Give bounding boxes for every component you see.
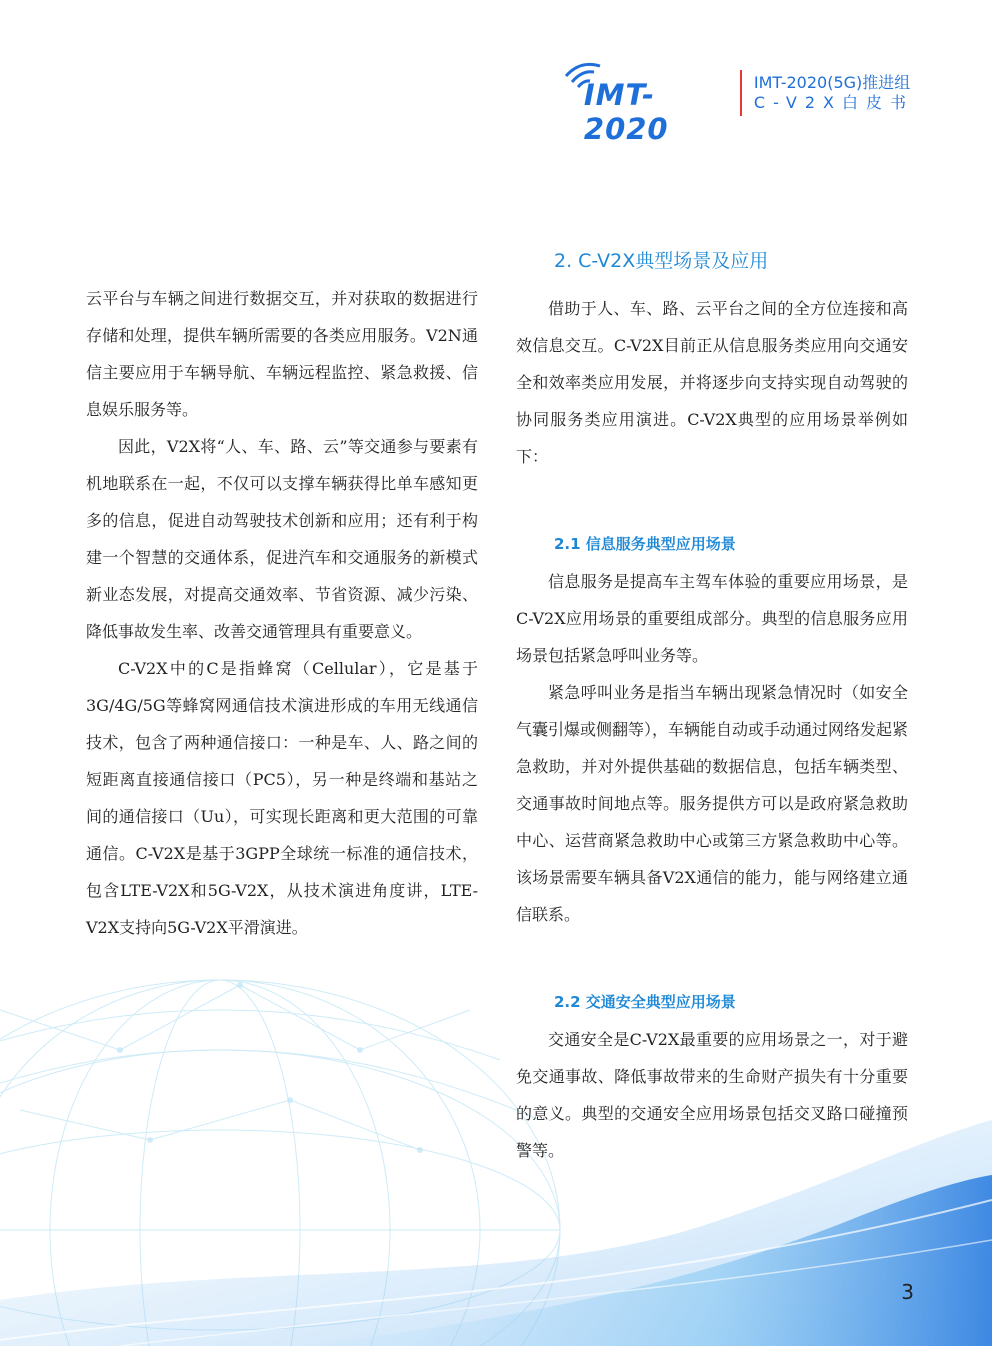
header-divider — [740, 70, 742, 116]
left-paragraph: 因此，V2X将“人、车、路、云”等交通参与要素有机地联系在一起，不仅可以支撑车辆获得比单车感知更多的信息，促进自动驾驶技术创新和应用；还有利于构建一个智慧的交通体系，促进汽车和交通服务的新模式新业态发展，对提高交通效率、节省资源、减少污染、降低事故发生率、改善交通管理具有重要意义。 — [86, 437, 478, 641]
intro-paragraph: 借助于人、车、路、云平台之间的全方位连接和高效信息交互。C-V2X目前正从信息服务类应用向交通安全和效率类应用发展，并将逐步向支持实现自动驾驶的协同服务类应用演进。C-V2X典型的应用场景举例如下： — [516, 299, 908, 466]
subsection-paragraph: 紧急呼叫业务是指当车辆出现紧急情况时（如安全气囊引爆或侧翻等），车辆能自动或手动通过网络发起紧急救助，并对外提供基础的数据信息，包括车辆类型、交通事故时间地点等。服务提供方可以是政府紧急救助中心、运营商紧急救助中心或第三方紧急救助中心等。该场景需要车辆具备V2X通信的能力，能与网络建立通信联系。 — [516, 683, 909, 924]
left-paragraph: C-V2X中的C是指蜂窝（Cellular），它是基于3G/4G/5G等蜂窝网通信技术演进形成的车用无线通信技术，包含了两种通信接口：一种是车、人、路之间的短距离直接通信接口（PC5），另一种是终端和基站之间的通信接口（Uu），可实现长距离和更大范围的可靠通信。C-V2X是基于3GPP全球统一标准的通信技术，包含LTE-V2X和5G-V2X，从技术演进角度讲，LTE-V2X支持向5G-V2X平滑演进。 — [86, 659, 478, 937]
imt2020-logo — [560, 60, 730, 146]
section-title: 2. C-V2X典型场景及应用 — [554, 250, 769, 272]
subsection-title-2-2: 2.2 交通安全典型应用场景 — [554, 993, 736, 1011]
right-column — [516, 246, 908, 1169]
subsection-title-2-1: 2.1 信息服务典型应用场景 — [554, 535, 736, 553]
header-titles — [754, 73, 914, 113]
left-paragraph: 云平台与车辆之间进行数据交互，并对获取的数据进行存储和处理，提供车辆所需要的各类应用服务。V2N通信主要应用于车辆导航、车辆远程监控、紧急救援、信息娱乐服务等。 — [86, 289, 478, 419]
page-header — [560, 60, 914, 146]
header-title-line2: C-V2X白皮书 — [753, 93, 914, 112]
subsection-paragraph: 交通安全是C-V2X最重要的应用场景之一，对于避免交通事故、降低事故带来的生命财产损失有十分重要的意义。典型的交通安全应用场景包括交叉路口碰撞预警等。 — [516, 1030, 908, 1160]
logo-text: IMT-2020 — [583, 78, 669, 146]
header-title-line1: IMT-2020(5G)推进组 — [753, 73, 911, 92]
subsection-paragraph: 信息服务是提高车主驾车体验的重要应用场景，是C-V2X应用场景的重要组成部分。典型的信息服务应用场景包括紧急呼叫业务等。 — [516, 572, 908, 665]
page-number: 3 — [901, 1280, 914, 1304]
left-column — [86, 280, 478, 946]
